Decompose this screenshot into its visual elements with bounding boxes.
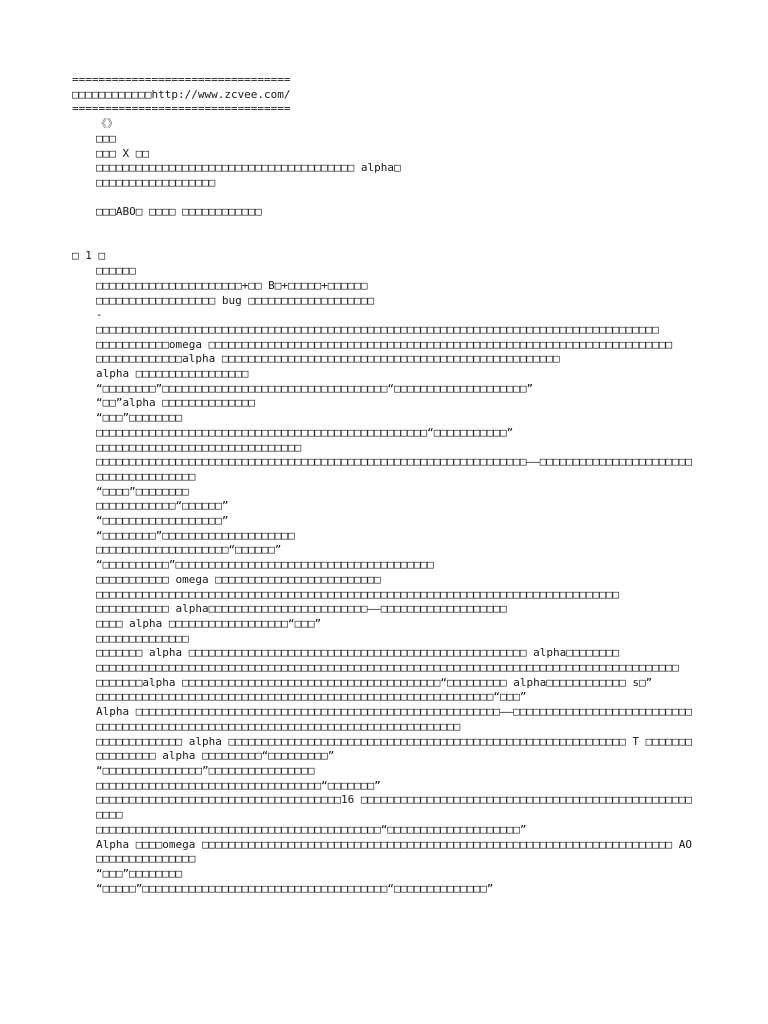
text-line: □□□□□□□□□□□□□□□□□□□□“□□□□□□” <box>96 543 282 557</box>
text-line: ================================= <box>72 73 291 86</box>
blank-line <box>72 235 696 250</box>
text-line: “□□□□□□□□□□□□□□□□□□” <box>96 514 229 528</box>
text-line: ================================= <box>72 102 291 116</box>
text-line: Alpha □□□□omega □□□□□□□□□□□□□□□□□□□□□□□□□□□□□□□□□□□□□□□□□□□□□□□□□□□□□□□□□□□□□□□□□□□□□□□ AO □□□□□□□□□□□□□□□ <box>96 837 699 866</box>
text-line: “□□□□□□□□”□□□□□□□□□□□□□□□□□□□□ <box>96 528 295 542</box>
text-line: □□□□□□□□□□□□□□□□□□□□□□□□□□□□□□□□□□□□□□□□□□□□□□□□□□□□□□□□□□□□□□□□□□□□□□□□□□□□□□□□□□□□□□□□ <box>96 661 679 675</box>
text-line: □□□□□□□□□□□□□□□□□□□□□□□□□□□□□□□□□□□□□□□ alpha□ <box>96 161 401 175</box>
blank-line <box>72 220 696 235</box>
text-line: □□□□□□□□□□□ alpha□□□□□□□□□□□□□□□□□□□□□□□□——□□□□□□□□□□□□□□□□□□□ <box>96 602 507 616</box>
text-line: □□□□□□□□□□□□□□□□□□□□□□+□□ B□+□□□□□+□□□□□□ <box>96 278 368 292</box>
text-line: □□□□□□□□□□□□□□□□□□ <box>96 175 216 189</box>
text-line: □□□□□□□□□□□□□□□□□□ bug □□□□□□□□□□□□□□□□□□□ <box>96 293 375 307</box>
text-line: □□□□□□□□□□□□□□□□□□□□□□□□□□□□□□□□□□□□□16 □□□□□□□□□□□□□□□□□□□□□□□□□□□□□□□□□□□□□□□□□□□□□□□□□□□□□□ <box>96 793 693 822</box>
text-line: □□□□□□□□□□□□□ alpha □□□□□□□□□□□□□□□□□□□□□□□□□□□□□□□□□□□□□□□□□□□□□□□□□□□□□□□□□□□□ T □□□□□□□□□□□□□□□□ alpha □□□□□□□□□“□□□□□□□□□” <box>96 734 693 763</box>
text-line: “□□□”□□□□□□□□ <box>96 866 183 880</box>
text-line: □□□□□□□□□□□ omega □□□□□□□□□□□□□□□□□□□□□□□□□ <box>96 572 381 586</box>
text-line: □□□ X □□ <box>96 146 149 160</box>
text-line: “□□□□□□□□”□□□□□□□□□□□□□□□□□□□□□□□□□□□□□□□□□□“□□□□□□□□□□□□□□□□□□□□” <box>96 381 534 395</box>
text-line: “□□□□□□□□□□”□□□□□□□□□□□□□□□□□□□□□□□□□□□□□□□□□□□□□□□ <box>96 558 434 572</box>
text-line: □□□ABO□ □□□□ □□□□□□□□□□□□ <box>96 205 262 219</box>
text-line: Alpha □□□□□□□□□□□□□□□□□□□□□□□□□□□□□□□□□□□□□□□□□□□□□□□□□□□□□□□——□□□□□□□□□□□□□□□□□□□□□□□□□□□□□□□□□□□□□□□□□□□□□□□□□□□□□□□□□□□□□□□□□□□□□□□□□□□□□□□□□□ <box>96 705 693 733</box>
text-line: 《》 <box>96 117 118 131</box>
document-page <box>72 73 699 896</box>
text-line: “□□□”□□□□□□□□ <box>96 411 183 425</box>
text-line: □□□□□□□□□□□□□□□□□□□□□□□□□□□□□□□□□□□□□□□□□□□□□□□□□□□□□□□□□□□□□□□□□□□□□□□□□□□□□□□□□□□□□ <box>96 322 659 336</box>
text-line: □□□□□□□□□□□□“□□□□□□” <box>96 499 229 513</box>
text-line: □□□□□□□ alpha □□□□□□□□□□□□□□□□□□□□□□□□□□□□□□□□□□□□□□□□□□□□□□□□□□□ alpha□□□□□□□□ <box>96 646 620 660</box>
text-line: □□□□□□□□□□□□□alpha □□□□□□□□□□□□□□□□□□□□□□□□□□□□□□□□□□□□□□□□□□□□□□□□□□□ <box>96 352 560 366</box>
text-line: - <box>96 308 103 322</box>
text-line: alpha □□□□□□□□□□□□□□□□□ <box>96 367 249 381</box>
text-line: □□□□□□□□□□□omega □□□□□□□□□□□□□□□□□□□□□□□□□□□□□□□□□□□□□□□□□□□□□□□□□□□□□□□□□□□□□□□□□□□□□□ <box>96 337 673 351</box>
text-line: □□□□□□□□□□□□□□□□□□□□□□□□□□□□□□□□□□□□□□□□□□□□□□□□□□□□□□□□□□□□□□□□□□□□□□□□□□□□□□□ <box>96 587 620 601</box>
text-line: □□□□□□□□□□□□http://www.zcvee.com/ <box>72 87 291 101</box>
text-line: □□□□□□□□□□□□□□□□□□□□□□□□□□□□□□□ <box>96 440 302 454</box>
text-line: “□□□□”□□□□□□□□ <box>96 484 189 498</box>
text-line: “□□□□□□□□□□□□□□□”□□□□□□□□□□□□□□□□ <box>96 764 315 777</box>
text-line: “□□□□□”□□□□□□□□□□□□□□□□□□□□□□□□□□□□□□□□□□□□□“□□□□□□□□□□□□□□” <box>96 881 494 895</box>
text-line: □□□□□□□alpha □□□□□□□□□□□□□□□□□□□□□□□□□□□□□□□□□□□□□□□“□□□□□□□□□ alpha□□□□□□□□□□□□ s□” <box>96 675 653 689</box>
text-line: □□□□ alpha □□□□□□□□□□□□□□□□□□“□□□” <box>96 616 322 630</box>
text-line: □□□□□□□□□□□□□□□□□□□□□□□□□□□□□□□□□□□□□□□□□□□□□□□□□□□□□□□□□□□□“□□□” <box>96 690 527 704</box>
text-line: □□□□□□□□□□□□□□□□□□□□□□□□□□□□□□□□□□□□□□□□□□□□□□□□□□□□□□□□□□□□□□□□□——□□□□□□□□□□□□□□□□□□□□□□□□□□□□□□□□□□□□□□ <box>96 455 693 483</box>
text-line: □ 1 □ <box>72 249 106 263</box>
text-line: “□□”alpha □□□□□□□□□□□□□□ <box>96 396 255 410</box>
text-line: □□□□□□ <box>96 264 136 278</box>
blank-line <box>72 191 696 206</box>
text-line: □□□□□□□□□□□□□□□□□□□□□□□□□□□□□□□□□□□□□□□□□□□□□□□□□□“□□□□□□□□□□□” <box>96 425 514 439</box>
text-line: □□□□□□□□□□□□□□□□□□□□□□□□□□□□□□□□□□□□□□□□□□□“□□□□□□□□□□□□□□□□□□□□” <box>96 822 527 836</box>
text-line: □□□□□□□□□□□□□□ <box>96 631 189 645</box>
text-line: □□□□□□□□□□□□□□□□□□□□□□□□□□□□□□□□□□“□□□□□□□” <box>96 778 381 792</box>
text-line: □□□ <box>96 131 116 145</box>
